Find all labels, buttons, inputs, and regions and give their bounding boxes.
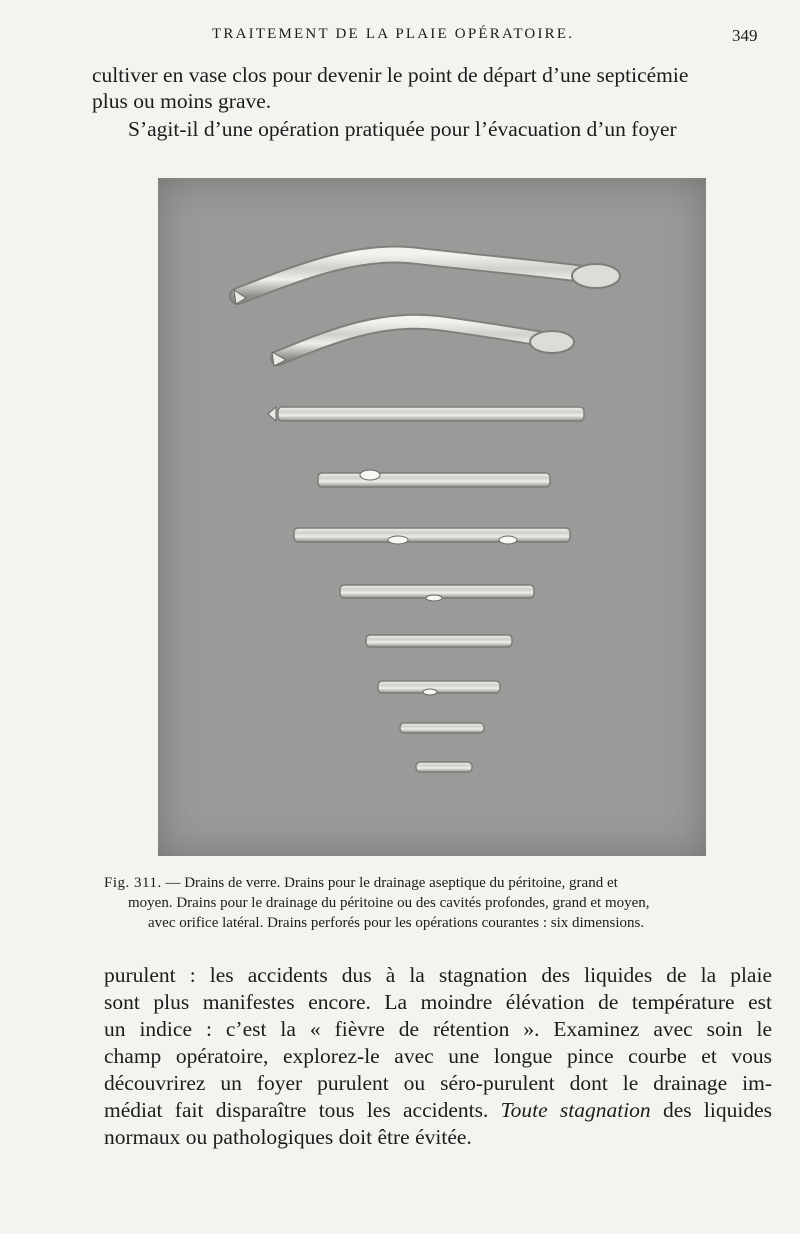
italic-emphasis: Toute stagnation xyxy=(500,1098,651,1122)
text-line: découvrirez un foyer purulent ou séro-purulent dont le drainage im- xyxy=(104,1071,772,1095)
straight-drain-large xyxy=(268,407,584,421)
perforated-drain-5 xyxy=(416,762,472,772)
running-title: TRAITEMENT DE LA PLAIE OPÉRATOIRE. xyxy=(212,26,575,42)
caption-line: — Drains de verre. Drains pour le drainage aseptique du péritoine, grand et xyxy=(161,875,618,891)
drain-with-lateral-orifice-large xyxy=(318,470,550,487)
text-line: normaux ou pathologiques doit être évitée. xyxy=(104,1125,472,1149)
perforated-drain-4 xyxy=(400,723,484,733)
caption-line: avec orifice latéral. Drains perforés pour les opérations courantes : six dimensions. xyxy=(148,915,645,931)
text-line: cultiver en vase clos pour devenir le point de départ d’une septicémie xyxy=(92,63,689,87)
drain-with-lateral-orifice-medium xyxy=(294,528,570,544)
text-line: un indice : c’est la « fièvre de rétention ». Examinez avec soin le xyxy=(104,1017,772,1041)
curved-drain-large xyxy=(234,254,620,304)
caption-line: moyen. Drains pour le drainage du péritoine ou des cavités profondes, grand et moyen, xyxy=(128,895,650,911)
figure-label: Fig. 311. xyxy=(104,875,162,891)
text-line: S’agit-il d’une opération pratiquée pour l’évacuation d’un foyer xyxy=(128,117,677,141)
text-line: champ opératoire, explorez-le avec une longue pince courbe et vous xyxy=(104,1044,772,1068)
text-line: sont plus manifestes encore. La moindre élévation de température est xyxy=(104,990,772,1014)
text-line xyxy=(104,1097,772,1124)
figure-caption xyxy=(104,873,774,933)
perforated-drain-2 xyxy=(366,635,512,647)
top-paragraph xyxy=(92,62,762,142)
curved-drain-medium xyxy=(272,322,574,366)
glass-drains-figure xyxy=(158,178,706,856)
drains-illustration xyxy=(158,178,706,856)
text-line: purulent : les accidents dus à la stagnation des liquides de la plaie xyxy=(104,963,772,987)
text-segment: médiat fait disparaître tous les accidents. xyxy=(104,1098,501,1122)
perforated-drain-3 xyxy=(378,681,500,695)
page-header xyxy=(0,26,800,50)
perforated-drain-1 xyxy=(340,585,534,601)
text-segment: des liquides xyxy=(650,1098,772,1122)
text-line: plus ou moins grave. xyxy=(92,89,272,113)
bottom-paragraph xyxy=(104,962,772,1151)
page-number: 349 xyxy=(732,26,758,45)
